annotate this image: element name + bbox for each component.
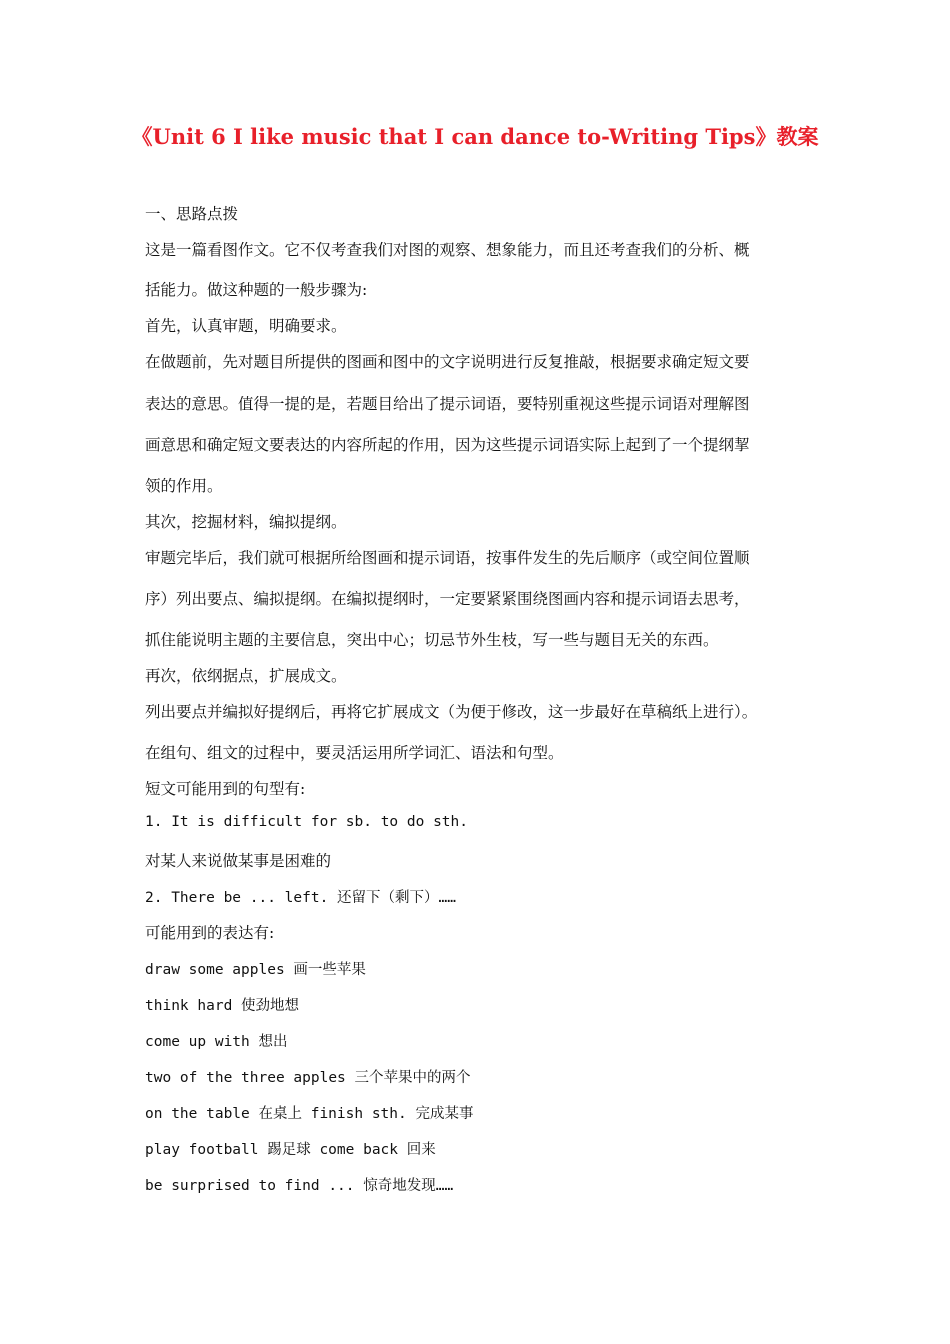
document-title: 《Unit 6 I like music that I can dance to-Writing Tips》教案 (131, 124, 819, 149)
paragraph-line: 列出要点并编拟好提纲后，再将它扩展成文（为便于修改，这一步最好在草稿纸上进行）。 (145, 703, 758, 721)
paragraph-line: 抓住能说明主题的主要信息，突出中心；切忌节外生枝，写一些与题目无关的东西。 (145, 631, 719, 649)
paragraph-line: 领的作用。 (145, 477, 223, 495)
expression-item: play football 踢足球 come back 回来 (145, 1142, 436, 1158)
step-heading: 其次，挖掘材料，编拟提纲。 (145, 513, 347, 531)
list-heading: 短文可能用到的句型有: (145, 780, 306, 798)
sentence-pattern: 2. There be ... left. 还留下（剩下）…… (145, 890, 457, 906)
paragraph-line: 序）列出要点、编拟提纲。在编拟提纲时，一定要紧紧围绕图画内容和提示词语去思考， (145, 590, 750, 608)
pattern-translation: 对某人来说做某事是困难的 (145, 852, 332, 870)
sentence-pattern: 1. It is difficult for sb. to do sth. (145, 814, 469, 830)
paragraph-line: 在组句、组文的过程中，要灵活运用所学词汇、语法和句型。 (145, 744, 564, 762)
step-heading: 首先，认真审题，明确要求。 (145, 317, 347, 335)
paragraph-line: 表达的意思。值得一提的是，若题目给出了提示词语，要特别重视这些提示词语对理解图 (145, 395, 750, 413)
paragraph-line: 在做题前，先对题目所提供的图画和图中的文字说明进行反复推敲，根据要求确定短文要 (145, 353, 750, 371)
step-heading: 再次，依纲据点，扩展成文。 (145, 667, 347, 685)
expression-item: think hard 使劲地想 (145, 998, 300, 1014)
expression-item: two of the three apples 三个苹果中的两个 (145, 1070, 471, 1086)
paragraph-line: 括能力。做这种题的一般步骤为: (145, 281, 368, 299)
paragraph-line: 这是一篇看图作文。它不仅考查我们对图的观察、想象能力，而且还考查我们的分析、概 (145, 241, 750, 259)
expression-item: draw some apples 画一些苹果 (145, 962, 366, 978)
section-heading: 一、思路点拨 (145, 205, 239, 223)
expression-item: be surprised to find ... 惊奇地发现…… (145, 1178, 454, 1194)
paragraph-line: 审题完毕后，我们就可根据所给图画和提示词语，按事件发生的先后顺序（或空间位置顺 (145, 549, 750, 567)
expression-item: on the table 在桌上 finish sth. 完成某事 (145, 1106, 474, 1122)
list-heading: 可能用到的表达有: (145, 924, 275, 942)
expression-item: come up with 想出 (145, 1034, 288, 1050)
paragraph-line: 画意思和确定短文要表达的内容所起的作用，因为这些提示词语实际上起到了一个提纲挈 (145, 436, 750, 454)
